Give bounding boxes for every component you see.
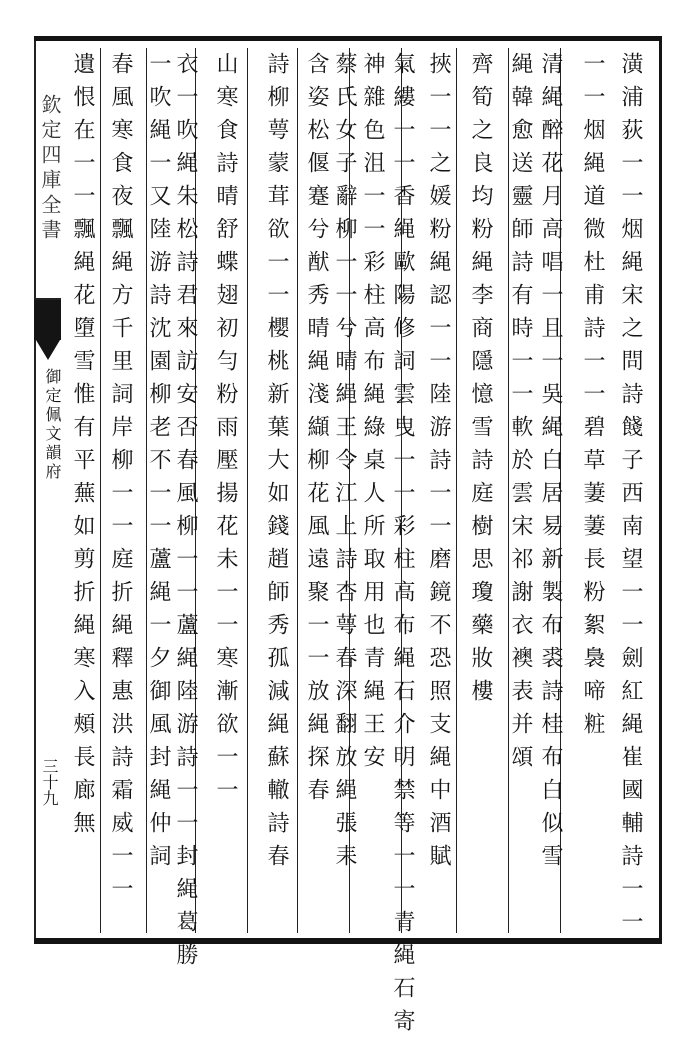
- book-title: 欽定四庫全書: [38, 94, 62, 244]
- fishtail-block: [34, 300, 61, 340]
- page-number: 三十九: [40, 758, 59, 806]
- text-column-2: 一一烟䋲道微杜甫詩一一碧草萋萋長粉絮裊啼粧: [580, 52, 605, 745]
- text-column-15: 春風寒食夜飄䋲方千里詞岸柳一一庭折䋲釋惠洪詩霜威一一: [108, 52, 133, 910]
- book-subtitle: 御定佩文韻府: [43, 368, 62, 482]
- text-column-7: 氣縷一一香䋲歐陽修詞雲曳一一彩柱高布䋲石介明禁等一一青䋲石寄: [390, 52, 415, 1042]
- text-column-1: 潢浦荻一一烟䋲宋之問詩餞子西南望一一劍紅䋲崔國輔詩一一: [618, 52, 643, 943]
- text-column-3: 清䋲醉花月高唱一且一吳䋲白居易新製布裘詩桂布白似雪: [538, 52, 563, 877]
- text-column-10: 含姿松偃蹇兮猷秀晴䋲淺纈柳花風遠聚一一放䋲探春: [304, 52, 329, 811]
- column-rule: [247, 48, 248, 933]
- text-column-16: 遺恨在一一飄䋲花墮雪惟有平蕪如剪折䋲寒入頰長廊無: [70, 52, 95, 844]
- text-column-8: 神雜色沮一一彩柱高布䋲綠桌人所取用也青䋲王安: [360, 52, 385, 778]
- text-column-14: 一吹䋲一又陸游詩沈園柳老不一一蘆䋲一夕御風封䋲仲詞: [146, 52, 171, 877]
- text-column-9: 蔡氏女子辭柳一一兮晴䋲王令江上詩杏萼春深翻放䋲張耒: [332, 52, 357, 877]
- text-column-11: 詩柳萼蒙茸欲一一櫻桃新葉大如錢趙師秀孤減䋲蘇轍詩春: [264, 52, 289, 877]
- text-column-5: 齊筍之良均粉䋲李商隱憶雪詩庭樹思瓊藥妝樓: [468, 52, 493, 712]
- text-column-12: 山寒食詩晴舒蝶翅初勻粉雨壓揚花未一一寒漸欲一一: [213, 52, 238, 811]
- text-column-6: 挾一一之媛粉䋲認一一陸游詩一一磨鏡不恐照支䋲中酒賦: [426, 52, 451, 877]
- text-column-13: 衣一吹䋲朱松詩君來訪安否春風柳一一蘆䋲陸游詩一一封䋲葛勝: [173, 52, 198, 976]
- text-column-4: 䋲韓愈送靈師詩有時一一軟於雲宋祁謝衣襖表并頌: [508, 52, 533, 778]
